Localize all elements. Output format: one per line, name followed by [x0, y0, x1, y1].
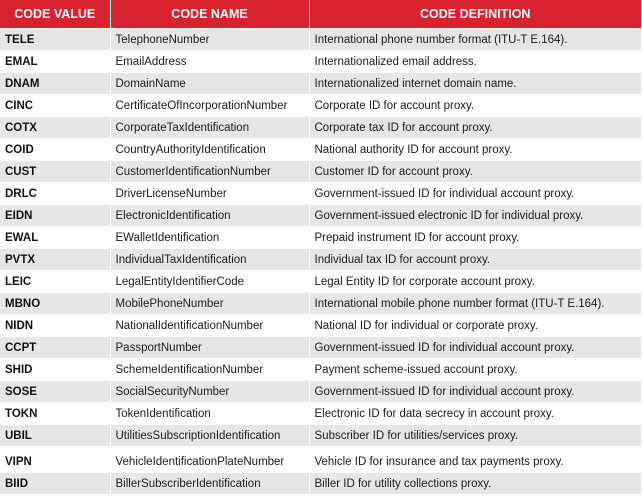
- code-name-cell: DriverLicenseNumber: [110, 183, 309, 205]
- table-row: [0, 271, 641, 293]
- code-name-cell: EWalletIdentification: [110, 227, 309, 249]
- code-definition-cell: Government-issued ID for individual account proxy.: [309, 183, 641, 205]
- code-definition-cell: International phone number format (ITU-T E.164).: [309, 29, 641, 51]
- code-definition-cell: Corporate ID for account proxy.: [309, 95, 641, 117]
- code-value-cell: EWAL: [0, 227, 110, 249]
- code-definition-cell: National authority ID for account proxy.: [309, 139, 641, 161]
- code-definition-cell: Internationalized internet domain name.: [309, 73, 641, 95]
- code-name-cell: LegalEntityIdentifierCode: [110, 271, 309, 293]
- code-value-cell: LEIC: [0, 271, 110, 293]
- code-name-cell: NationalIdentificationNumber: [110, 315, 309, 337]
- code-value-cell: COTX: [0, 117, 110, 139]
- code-value-cell: DRLC: [0, 183, 110, 205]
- code-value-cell: CCPT: [0, 337, 110, 359]
- code-name-cell: CertificateOfIncorporationNumber: [110, 95, 309, 117]
- code-value-cell: SOSE: [0, 381, 110, 403]
- code-value-cell: EIDN: [0, 205, 110, 227]
- table-row: [0, 183, 641, 205]
- code-value-cell: MBNO: [0, 293, 110, 315]
- table-row: [0, 29, 641, 51]
- code-value-cell: UBIL: [0, 425, 110, 449]
- code-definition-cell: Government-issued ID for individual account proxy.: [309, 381, 641, 403]
- code-definition-cell: Individual tax ID for account proxy.: [309, 249, 641, 271]
- code-name-cell: CountryAuthorityIdentification: [110, 139, 309, 161]
- code-name-cell: VehicleIdentificationPlateNumber: [110, 449, 309, 473]
- code-definition-cell: National ID for individual or corporate proxy.: [309, 315, 641, 337]
- code-definition-cell: Biller ID for utility collections proxy.: [309, 473, 641, 495]
- code-name-cell: PassportNumber: [110, 337, 309, 359]
- table-row: [0, 73, 641, 95]
- table-row: [0, 359, 641, 381]
- table-row: [0, 293, 641, 315]
- table-row: [0, 449, 641, 473]
- table-row: [0, 381, 641, 403]
- table-row: [0, 51, 641, 73]
- table-row: [0, 473, 641, 495]
- code-name-cell: DomainName: [110, 73, 309, 95]
- code-name-cell: MobilePhoneNumber: [110, 293, 309, 315]
- code-definition-cell: Payment scheme-issued account proxy.: [309, 359, 641, 381]
- code-value-cell: PVTX: [0, 249, 110, 271]
- table-row: [0, 205, 641, 227]
- table-row: [0, 95, 641, 117]
- code-name-cell: UtilitiesSubscriptionIdentification: [110, 425, 309, 449]
- code-name-cell: ElectronicIdentification: [110, 205, 309, 227]
- code-name-cell: CustomerIdentificationNumber: [110, 161, 309, 183]
- code-definition-cell: Subscriber ID for utilities/services proxy.: [309, 425, 641, 449]
- header-code-definition: CODE DEFINITION: [309, 0, 641, 29]
- code-definition-cell: Corporate tax ID for account proxy.: [309, 117, 641, 139]
- code-definition-cell: Internationalized email address.: [309, 51, 641, 73]
- code-value-cell: CINC: [0, 95, 110, 117]
- code-value-cell: TELE: [0, 29, 110, 51]
- code-definition-cell: Vehicle ID for insurance and tax payments proxy.: [309, 449, 641, 473]
- table-row: [0, 227, 641, 249]
- table-row: [0, 139, 641, 161]
- code-definition-cell: Prepaid instrument ID for account proxy.: [309, 227, 641, 249]
- code-value-cell: NIDN: [0, 315, 110, 337]
- table-row: [0, 403, 641, 425]
- table-body: [0, 29, 641, 495]
- code-definition-cell: Government-issued electronic ID for individual proxy.: [309, 205, 641, 227]
- table-row: [0, 337, 641, 359]
- header-code-value: CODE VALUE: [0, 0, 110, 29]
- code-value-cell: TOKN: [0, 403, 110, 425]
- code-value-cell: EMAL: [0, 51, 110, 73]
- code-name-cell: SchemeIdentificationNumber: [110, 359, 309, 381]
- code-value-cell: SHID: [0, 359, 110, 381]
- code-name-cell: IndividualTaxIdentification: [110, 249, 309, 271]
- code-definition-cell: Customer ID for account proxy.: [309, 161, 641, 183]
- code-value-cell: CUST: [0, 161, 110, 183]
- code-name-cell: TokenIdentification: [110, 403, 309, 425]
- code-name-cell: TelephoneNumber: [110, 29, 309, 51]
- table-row: [0, 425, 641, 449]
- table-header: [0, 0, 641, 29]
- table-row: [0, 249, 641, 271]
- code-name-cell: CorporateTaxIdentification: [110, 117, 309, 139]
- code-name-cell: BillerSubscriberIdentification: [110, 473, 309, 495]
- code-value-cell: VIPN: [0, 449, 110, 473]
- table-row: [0, 315, 641, 337]
- code-definition-cell: Legal Entity ID for corporate account proxy.: [309, 271, 641, 293]
- table-row: [0, 161, 641, 183]
- code-name-cell: SocialSecurityNumber: [110, 381, 309, 403]
- table-row: [0, 117, 641, 139]
- header-row: [0, 0, 641, 29]
- code-value-cell: COID: [0, 139, 110, 161]
- code-definition-cell: Government-issued ID for individual account proxy.: [309, 337, 641, 359]
- code-name-cell: EmailAddress: [110, 51, 309, 73]
- header-code-name: CODE NAME: [110, 0, 309, 29]
- code-value-cell: BIID: [0, 473, 110, 495]
- code-value-cell: DNAM: [0, 73, 110, 95]
- code-definition-cell: International mobile phone number format (ITU-T E.164).: [309, 293, 641, 315]
- code-definition-cell: Electronic ID for data secrecy in account proxy.: [309, 403, 641, 425]
